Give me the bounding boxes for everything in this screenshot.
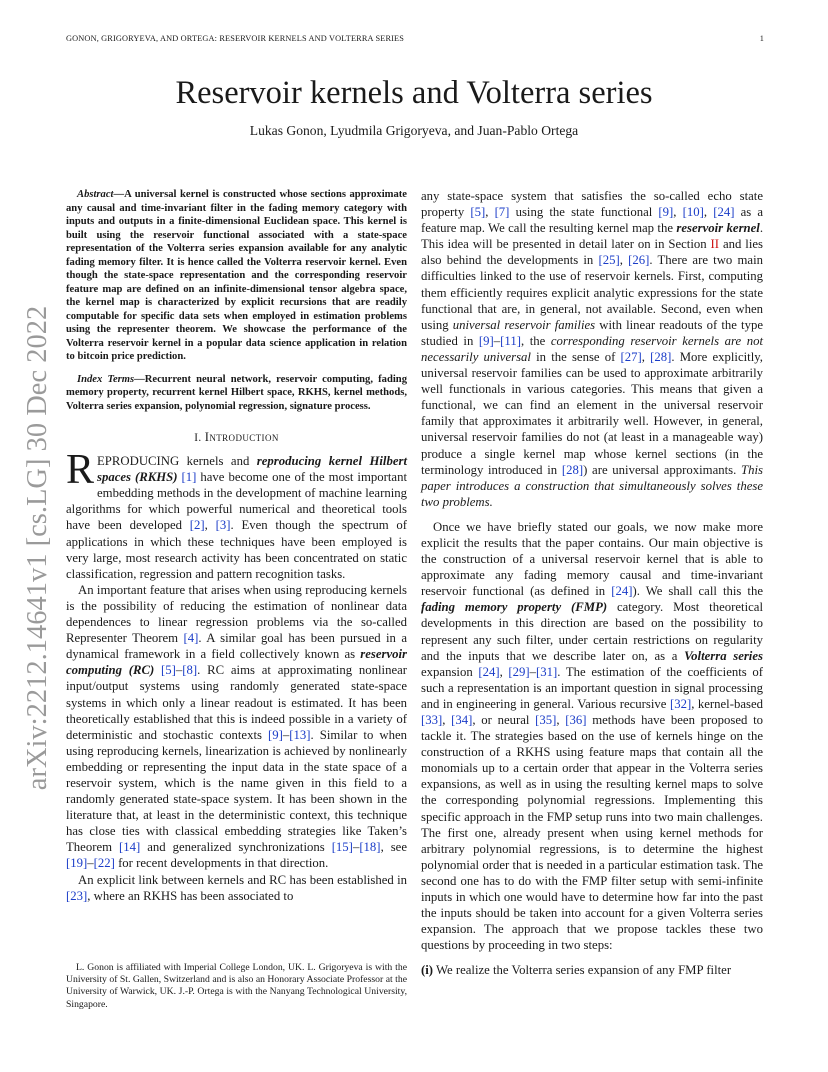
list-item-1: [421, 962, 763, 978]
citation-link[interactable]: [33]: [421, 713, 443, 727]
page-number: 1: [759, 34, 764, 43]
right-paragraph-2: [421, 519, 763, 954]
text-run: ,: [703, 205, 714, 220]
index-terms-label: Index Terms: [77, 373, 135, 385]
emphasis-italic: This paper introduces a construction that simultaneously solves these two problems.: [421, 462, 764, 509]
citation-link[interactable]: [14]: [119, 840, 141, 855]
section-title: Introduction: [204, 430, 279, 444]
right-column: [421, 188, 763, 979]
left-column: [66, 188, 407, 904]
intro-paragraph-1: [66, 447, 408, 582]
text-run: category. Most theoretical developments in this direction are based on the possibility to represent any such filter, under certain restrictions on regularity and the inputs that we describe later on, as a: [421, 600, 763, 663]
citation-link[interactable]: [35]: [535, 713, 557, 727]
abstract-label: Abstract: [77, 189, 114, 200]
text-run: , kernel-based: [691, 696, 764, 711]
text-run: [154, 663, 161, 677]
text-run: . RC aims at approximating nonlinear input/output systems using randomly generated state-space systems in which only a linear readout is estimated. It has been theoretically established that this is indeed possible in a variety of deterministic and stochastic contexts: [66, 663, 408, 742]
intro-paragraph-2: [66, 582, 407, 872]
abstract-text: —A universal kernel is constructed whose sections approximate any causal and time-invariant filter in the fading memory category with inputs and outputs in a finite-dimensional Euclidean space. This kernel is built using the reservoir functional associated with a state-space representation of the Volterra series expansion available for any analytic fading memory filter. It is hence called the Volterra reservoir kernel. Even though the state-space representation and the corresponding reservoir feature map are defined on an infinite-dimensional tensor algebra space, the kernel map is characterized by explicit recursions that are readily computable for specific data sets when employed in estimation problems using the representer theorem. We showcase the performance of the Volterra reservoir kernel in a popular data science application in relation to bitcoin price prediction.: [66, 189, 407, 362]
emphasis-reservoir-kernel: reservoir kernel: [676, 221, 760, 236]
citation-link[interactable]: [19]: [66, 856, 88, 871]
text-run: –: [282, 727, 290, 742]
text-run: ,: [204, 518, 216, 533]
text-run: have become one of the most important embedding methods in the development of machine learning algorithms for which powerful numerical and theoretical tools have been developed: [66, 470, 408, 533]
citation-link[interactable]: [27]: [620, 349, 642, 364]
text-run: . Similar to when using reproducing kernels, linearization is achieved by nonlinearly embedding or representing the input data in the state space of a reservoir system, which is the name given in this field to a randomly generated state-space system. It has been shown in the literature that, at least in the deterministic context, this technique has close ties with classical embedding strategies like Taken’s Theorem: [66, 727, 408, 855]
text-run: Once we have briefly stated our goals, we now make more explicit the results that the paper contains. Our main objective is the construction of a universal reservoir kernel that is able to approximate any fading memory causal and time-invariant reservoir functional (as defined in: [421, 519, 763, 599]
citation-link[interactable]: [11]: [500, 333, 521, 348]
text-run: –: [87, 856, 94, 871]
text-run: ). We shall call this the: [632, 584, 763, 599]
text-run: , the: [520, 333, 551, 348]
text-run: ,: [641, 349, 651, 364]
citation-link[interactable]: [9]: [658, 205, 674, 220]
citation-link[interactable]: [28]: [650, 349, 672, 364]
citation-link[interactable]: [29]: [508, 664, 530, 679]
index-terms: [66, 373, 407, 414]
citation-link[interactable]: [26]: [628, 253, 650, 268]
citation-link[interactable]: [24]: [713, 205, 735, 220]
section-number: I.: [194, 432, 202, 444]
citation-link[interactable]: [1]: [181, 470, 197, 485]
citation-link[interactable]: [25]: [598, 253, 620, 268]
running-title: GONON, GRIGORYEVA, AND ORTEGA: RESERVOIR KERNELS AND VOLTERRA SERIES: [66, 34, 405, 43]
drop-cap: R: [66, 447, 95, 494]
citation-link[interactable]: [28]: [561, 462, 584, 477]
text-run: . A similar goal has been pursued in a dynamical framework in a field collectively known as: [66, 631, 407, 662]
text-run: ,: [442, 713, 452, 727]
text-run: with linear readouts of the type studied in: [421, 317, 763, 348]
emphasis-italic: corresponding reservoir kernels are not necessarily universal: [421, 333, 764, 364]
citation-link[interactable]: [24]: [478, 664, 500, 679]
paper-title: Reservoir kernels and Volterra series: [175, 75, 653, 111]
footnote-text: L. Gonon is affiliated with Imperial College London, UK. L. Grigoryeva is with the University of St. Gallen, Switzerland and is also an Honorary Associate Professor at the University of Warwick, UK. J.-P. Ortega is with the Nanyang Technological University, Singapore.: [66, 962, 407, 1010]
citation-link[interactable]: [2]: [189, 518, 205, 533]
text-run: for recent developments in that direction.: [114, 856, 329, 871]
citation-link[interactable]: [5]: [470, 205, 486, 220]
text-run: using the state functional: [509, 205, 659, 220]
citation-link[interactable]: [5]: [161, 663, 176, 678]
text-run: An important feature that arises when using reproducing kernels is the possibility of reducing the estimation of nonlinear data dependences to linear regression problems via the so-called Representer Theorem: [66, 582, 407, 646]
text-run: . Even though the spectrum of applications in which these techniques have been employed is very large, most research activity has been concentrated on static classification, regression and pattern recognition tasks.: [66, 518, 408, 581]
citation-link[interactable]: [8]: [182, 663, 198, 678]
citation-link[interactable]: [7]: [494, 205, 510, 220]
citation-link[interactable]: [32]: [669, 696, 692, 711]
section-link[interactable]: II: [710, 237, 720, 252]
text-run: . More explicitly, universal reservoir families can be used to approximate arbitrarily well functionals in various categories. This means that given a functional, we can find an element in the universal reservoir family that approximates it arbitrarily well. However, in general, universal reservoir families do not (at least in a manageable way) produce a single kernel map whose kernel sections (in the terminology introduced in: [421, 349, 763, 477]
citation-link[interactable]: [10]: [682, 205, 704, 220]
text-run: ,: [485, 205, 495, 220]
text-run: any state-space system that satisfies the so-called echo state property: [421, 189, 763, 220]
text-run: and generalized synchronizations: [140, 840, 332, 855]
text-run: ,: [673, 205, 683, 220]
emphasis-rc: reservoir computing (RC): [66, 647, 407, 678]
citation-link[interactable]: [4]: [183, 631, 199, 646]
right-paragraph-1: [421, 188, 763, 510]
text-run: An explicit link between kernels and RC has been established in: [78, 872, 407, 887]
intro-paragraph-3: [66, 872, 407, 904]
citation-link[interactable]: [36]: [565, 713, 587, 727]
list-item-text: We realize the Volterra series expansion of any FMP filter: [433, 963, 732, 978]
text-run: –: [352, 840, 360, 855]
emphasis-fmp: fading memory property (FMP): [421, 600, 608, 615]
text-run: and lies also behind the developments in: [421, 237, 764, 268]
text-run: . There are two main difficulties linked to the use of reservoir kernels. First, computing them efficiently requires explicit analytic expressions for the state functional that are, in general, not available. Second, even when using: [421, 253, 763, 332]
text-run: as a feature map. We call the resulting kernel map the: [421, 205, 764, 236]
text-run: in the sense of: [530, 349, 621, 364]
citation-link[interactable]: [22]: [93, 856, 115, 871]
paper-authors: Lukas Gonon, Lyudmila Grigoryeva, and Juan-Pablo Ortega: [249, 123, 579, 138]
text-run: –: [493, 333, 501, 348]
citation-link[interactable]: [34]: [451, 713, 473, 727]
text-run: , see: [380, 840, 407, 855]
text-run: expansion: [421, 664, 479, 679]
text-run: methods have been proposed to tackle it. The strategies based on the use of kernels hinge on the construction of a RKHS using feature maps that contain all the monomials up to a certain order that appear in the Volterra series expansions, as well as in using the resulting kernel maps to solve the corresponding polynomial regressions. Implementing this specific approach in the FMP setup runs into two main challenges. The first one, already present when using kernel methods for arbitrary polynomial regressions, is to determine the highest polynomial order that is needed in a particular estimation task. The second one has to do with the FMP filter setup with semi-infinite inputs in which one would have to determine how far into the past the inputs should be taken into account for a given Volterra series expansion. The approach that we propose tackles these two questions by proceeding in two steps:: [421, 713, 764, 953]
text-run: , or neural: [472, 713, 536, 727]
text-run: EPRODUCING kernels and: [97, 454, 257, 469]
text-run: ,: [556, 713, 566, 727]
text-run: . This idea will be presented in detail later on in Section: [421, 221, 764, 252]
citation-link[interactable]: [3]: [215, 518, 231, 533]
list-item-label: (i): [421, 963, 434, 978]
text-run: . The estimation of the coefficients of such a representation is an important question in signal processing and in engineering in general. Various recursive: [421, 664, 764, 711]
citation-link[interactable]: [24]: [611, 584, 633, 599]
text-run: ) are universal approximants.: [583, 462, 742, 477]
emphasis-volterra-series: Volterra series: [684, 648, 763, 663]
section-heading-introduction: [66, 429, 407, 446]
citation-link[interactable]: [9]: [268, 727, 283, 742]
arxiv-stamp-text: arXiv:2212.14641v1 [cs.LG] 30 Dec 2022: [22, 305, 53, 791]
citation-link[interactable]: [13]: [289, 727, 311, 742]
citation-link[interactable]: [31]: [536, 664, 558, 679]
text-run: ,: [619, 253, 629, 268]
citation-link[interactable]: [9]: [478, 333, 494, 348]
text-run: , where an RKHS has been associated to: [87, 888, 294, 903]
citation-link[interactable]: [15]: [331, 840, 353, 855]
citation-link[interactable]: [23]: [66, 888, 88, 903]
citation-link[interactable]: [18]: [359, 840, 381, 855]
text-run: ,: [499, 664, 509, 679]
index-terms-text: —Recurrent neural network, reservoir computing, fading memory property, recurrent kernel Hilbert space, RKHS, kernel methods, Volterra series expansion, polynomial regression, signature process.: [66, 373, 407, 412]
emphasis-italic: universal reservoir families: [452, 317, 596, 332]
abstract: [66, 188, 407, 364]
footnote: [66, 962, 407, 1011]
running-head: [66, 34, 764, 48]
emphasis-rkhs: reproducing kernel Hilbert spaces (RKHS): [97, 454, 408, 485]
text-run: –: [529, 664, 537, 679]
text-run: –: [175, 663, 183, 678]
